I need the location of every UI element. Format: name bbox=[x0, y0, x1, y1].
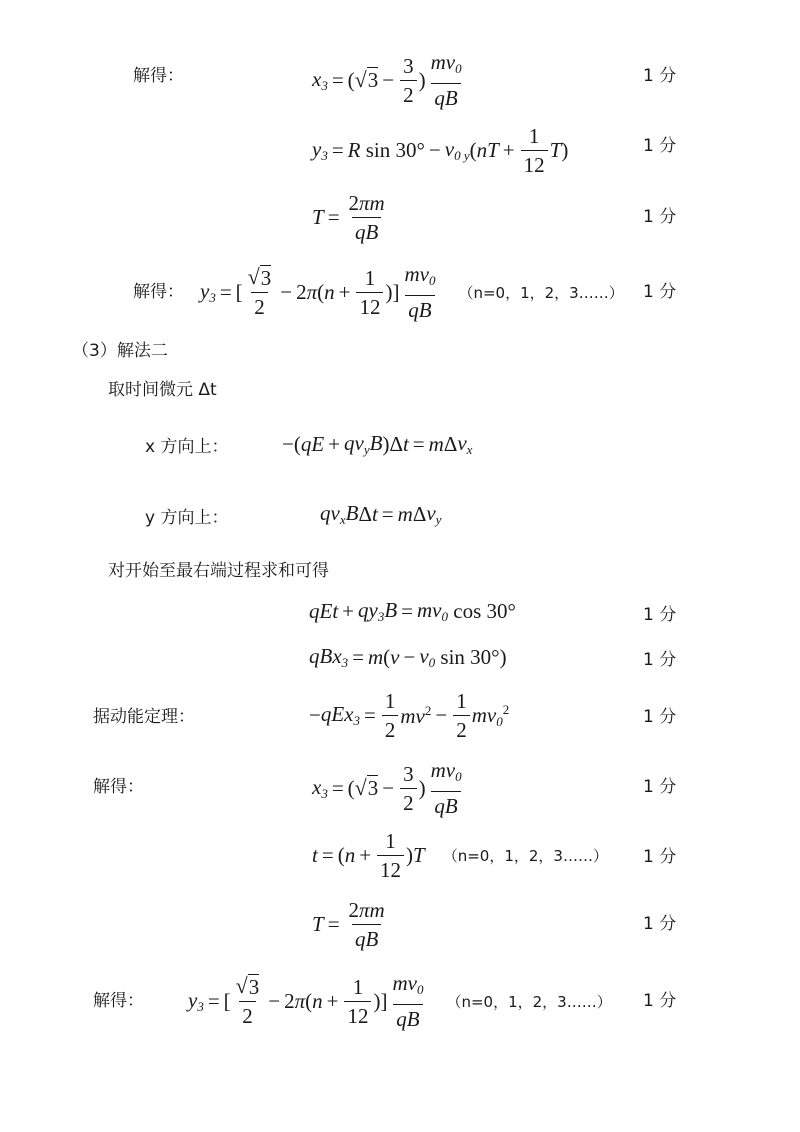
equation-x3-second: $x_3$ = ( √ 3 − $\frac{3}{2}$ ) $\frac{mv_0}{qB}$ bbox=[312, 758, 462, 818]
sum-over-process: 对开始至最右端过程求和可得 bbox=[108, 561, 329, 581]
score-1: 1 分 bbox=[643, 66, 677, 86]
label-solve-1: 解得： bbox=[133, 66, 184, 86]
equation-y3-rsin: $y_3$ = R sin 30° − $v_{0 y}$ ( nT + $\frac{1}{12}$ T ) bbox=[312, 124, 569, 177]
equation-period-second: T = $\frac{2\pi m}{qB}$ bbox=[312, 898, 385, 951]
score-4: 1 分 bbox=[643, 282, 677, 302]
score-3: 1 分 bbox=[643, 207, 677, 227]
score-2: 1 分 bbox=[643, 136, 677, 156]
equation-time: t = ( n + $\frac{1}{12}$ ) T （n=0，1，2，3……） bbox=[312, 829, 608, 882]
label-solve-4: 解得： bbox=[93, 991, 144, 1011]
equation-y-direction: $qv_xB$ Δ t = m Δ $v_y$ bbox=[320, 501, 442, 527]
equation-period-first: T = $\frac{2\pi m}{qB}$ bbox=[312, 191, 385, 244]
score-10: 1 分 bbox=[643, 914, 677, 934]
equation-qbx3: qBx$_3$ = m ( v − $v_0$ sin 30°) bbox=[309, 644, 507, 670]
score-11: 1 分 bbox=[643, 991, 677, 1011]
take-time-element: 取时间微元 Δt bbox=[108, 380, 217, 400]
score-5: 1 分 bbox=[643, 605, 677, 625]
score-9: 1 分 bbox=[643, 847, 677, 867]
score-7: 1 分 bbox=[643, 707, 677, 727]
equation-y3-result-second: $y_3$ = [ √ 3 2 − 2 π ( n + $\frac{1}{12}$ )] $\frac{mv_0}{qB}$ （n=0，1，2，3……） bbox=[188, 971, 612, 1031]
label-solve-3: 解得： bbox=[93, 777, 144, 797]
label-y-direction: y 方向上： bbox=[145, 508, 229, 528]
equation-kinetic-energy: − qEx$_3$ = $\frac{1}{2}$ $mv^2$ − $\frac{1}{2}$ $mv_0^2$ bbox=[309, 689, 510, 742]
label-solve-2: 解得： bbox=[133, 282, 184, 302]
equation-y3-result-first: $y_3$ = [ √ 3 2 − 2 π ( n + $\frac{1}{12}$ )] $\frac{mv_0}{qB}$ （n=0，1，2，3……） bbox=[200, 262, 624, 322]
label-kinetic-energy-theorem: 据动能定理： bbox=[93, 707, 195, 727]
section-3-method-2: （3）解法二 bbox=[72, 341, 168, 361]
label-x-direction: x 方向上： bbox=[145, 437, 229, 457]
equation-momentum-sum: qEt + $qy_3B$ = $mv_0$ cos 30° bbox=[309, 598, 516, 624]
note-n-values-2: （n=0，1，2，3……） bbox=[442, 847, 608, 865]
note-n-values-1: （n=0，1，2，3……） bbox=[458, 283, 624, 302]
equation-x3-first: $x_3$ = ( √ 3 − $\frac{3}{2}$ ) $\frac{mv_0}{qB}$ bbox=[312, 50, 462, 110]
equation-x-direction: −( qE + $qv_yB$ )Δ t = m Δ $v_x$ bbox=[282, 431, 473, 457]
score-6: 1 分 bbox=[643, 650, 677, 670]
score-8: 1 分 bbox=[643, 777, 677, 797]
note-n-values-3: （n=0，1，2，3……） bbox=[446, 992, 612, 1011]
